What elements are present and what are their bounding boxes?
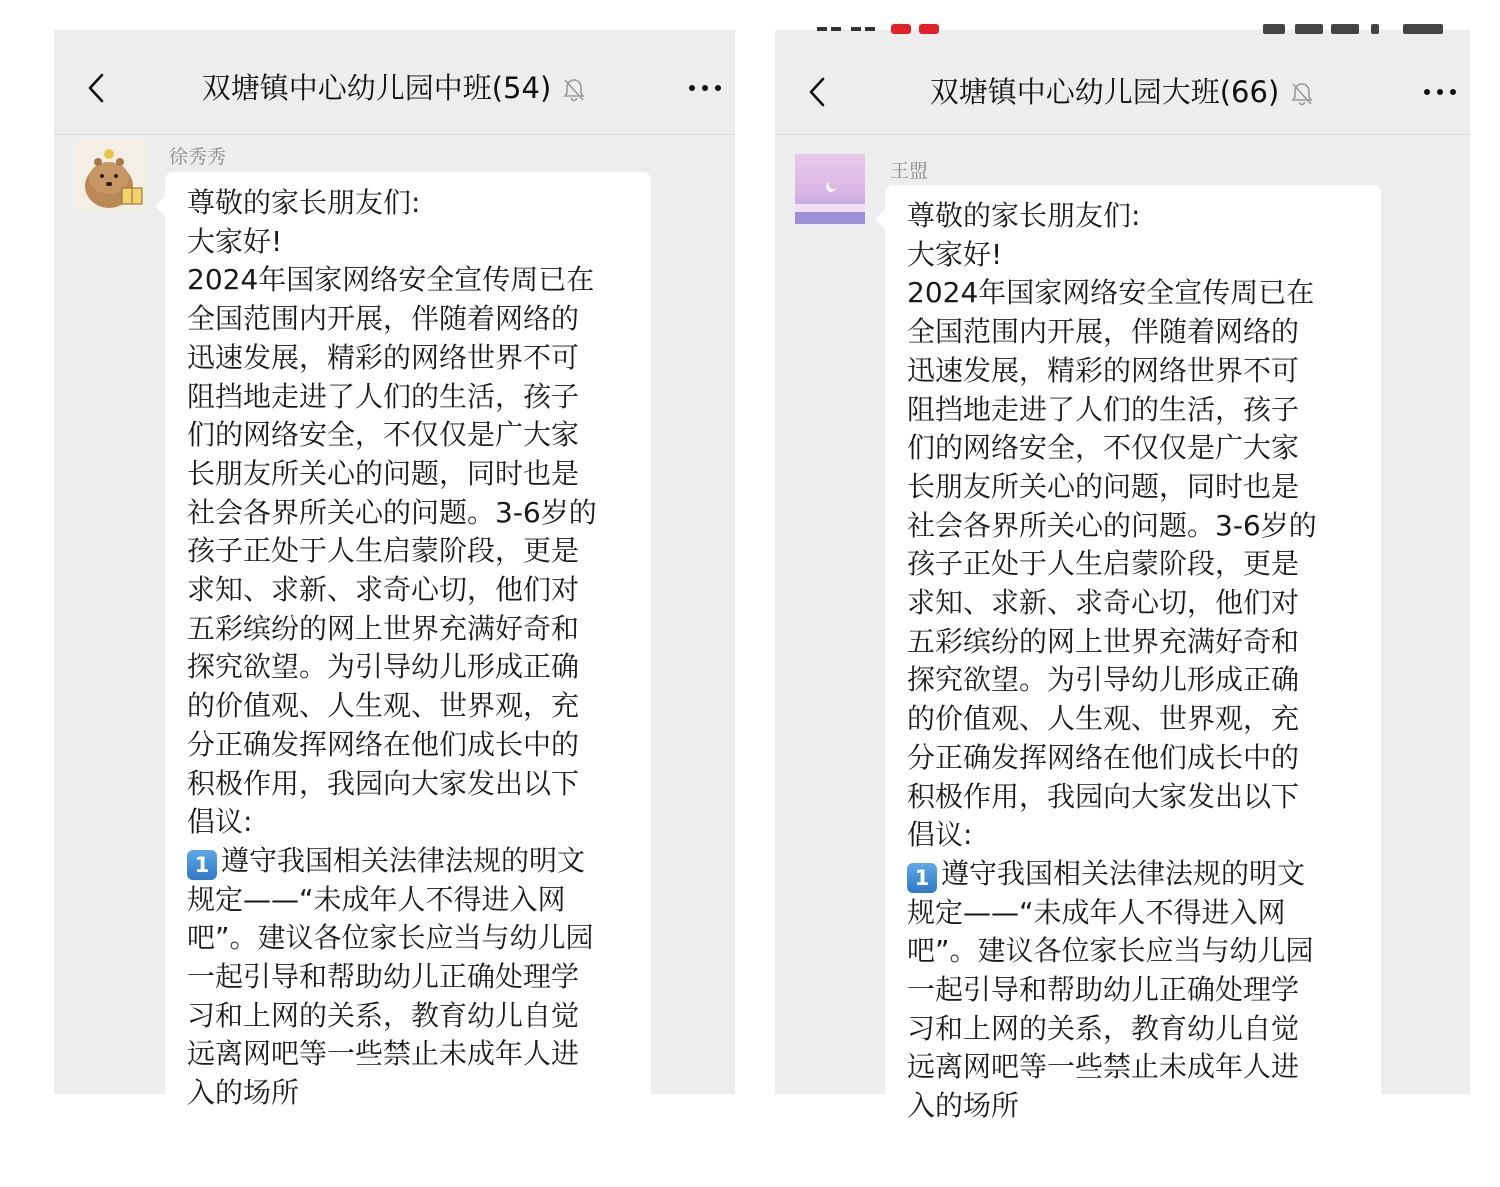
message-line: 社会各界所关心的问题。3-6岁的 [907, 508, 1317, 542]
chat-header [775, 60, 1470, 124]
message-line: 分正确发挥网络在他们成长中的 [907, 740, 1300, 774]
message-line: 分正确发挥网络在他们成长中的 [187, 727, 580, 761]
more-dots-icon[interactable] [1420, 76, 1460, 108]
message-line: 规定——“未成年人不得进入网 [187, 882, 566, 916]
message-line: 的价值观、人生观、世界观，充 [907, 702, 1300, 736]
wifi-icon [1371, 24, 1379, 34]
sender-name: 王盟 [890, 160, 929, 182]
record-indicator-icon [919, 24, 939, 34]
message-line: 积极作用，我园向大家发出以下 [907, 779, 1300, 813]
message-line: 五彩缤纷的网上世界充满好奇和 [907, 624, 1300, 658]
message-line: 五彩缤纷的网上世界充满好奇和 [187, 611, 580, 645]
message-line: 倡议: [907, 818, 973, 852]
status-time-fragment [815, 20, 877, 34]
message-line: 们的网络安全，不仅仅是广大家 [907, 431, 1300, 465]
chat-header [54, 56, 735, 120]
more-dots-icon[interactable] [685, 72, 725, 104]
message-line: 们的网络安全，不仅仅是广大家 [187, 418, 580, 452]
message-bubble[interactable] [165, 172, 651, 1174]
message-line: 习和上网的关系，教育幼儿自觉 [907, 1011, 1300, 1045]
message-line: 规定——“未成年人不得进入网 [907, 895, 1286, 929]
message-line: 2024年国家网络安全宣传周已在 [187, 263, 595, 297]
message-line: 大家好! [907, 237, 1003, 271]
chat-title-row [54, 66, 735, 110]
chat-window-right [775, 30, 1470, 1123]
message-line: 长朋友所关心的问题，同时也是 [907, 469, 1300, 503]
message-line: 遵守我国相关法律法规的明文 [221, 843, 586, 877]
signal-icon [1295, 24, 1323, 34]
chat-title: 双塘镇中心幼儿园大班(66) [929, 75, 1280, 109]
message-line: 社会各界所关心的问题。3-6岁的 [187, 495, 597, 529]
message-line: 全国范围内开展，伴随着网络的 [907, 315, 1300, 349]
message-line: 长朋友所关心的问题，同时也是 [187, 456, 580, 490]
moon-sea-avatar-icon [795, 154, 865, 224]
signal-icon [1331, 24, 1359, 34]
message-line: 迅速发展，精彩的网络世界不可 [187, 340, 580, 374]
battery-icon [1403, 24, 1443, 34]
capybara-avatar-icon [76, 140, 146, 210]
header-divider [775, 134, 1470, 135]
message-line: 探究欲望。为引导幼儿形成正确 [907, 663, 1300, 697]
bell-muted-icon [1289, 81, 1315, 107]
avatar[interactable] [795, 154, 865, 224]
message-line: 尊敬的家长朋友们: [907, 199, 1141, 232]
message-line: 孩子正处于人生启蒙阶段，更是 [907, 547, 1300, 581]
record-indicator-icon [891, 24, 911, 34]
message-line: 迅速发展，精彩的网络世界不可 [907, 353, 1300, 387]
message-line: 倡议: [187, 805, 253, 839]
message-line: 入的场所 [907, 1089, 1020, 1123]
message-line: 大家好! [187, 224, 283, 258]
message-line: 遵守我国相关法律法规的明文 [941, 856, 1306, 890]
chat-title: 双塘镇中心幼儿园中班(54) [201, 71, 552, 105]
message-line: 吧”。建议各位家长应当与幼儿园 [187, 921, 594, 955]
message-line: 的价值观、人生观、世界观，充 [187, 689, 580, 723]
status-bar [775, 30, 1470, 38]
message-line: 积极作用，我园向大家发出以下 [187, 766, 580, 800]
message-line: 入的场所 [187, 1076, 300, 1110]
message-line: 远离网吧等一些禁止未成年人进 [187, 1037, 580, 1071]
message-line: 求知、求新、求奇心切，他们对 [187, 573, 580, 607]
message-line: 一起引导和帮助幼儿正确处理学 [907, 973, 1300, 1007]
message-bubble[interactable] [885, 185, 1381, 1187]
message-line: 探究欲望。为引导幼儿形成正确 [187, 650, 580, 684]
message-line: 吧”。建议各位家长应当与幼儿园 [907, 934, 1314, 968]
message-line: 习和上网的关系，教育幼儿自觉 [187, 998, 580, 1032]
message-line: 远离网吧等一些禁止未成年人进 [907, 1050, 1300, 1084]
message-line: 孩子正处于人生启蒙阶段，更是 [187, 534, 580, 568]
message-line: 一起引导和帮助幼儿正确处理学 [187, 960, 580, 994]
header-divider [54, 134, 735, 135]
chat-window-left [54, 30, 735, 1110]
message-line: 全国范围内开展，伴随着网络的 [187, 302, 580, 336]
signal-icon [1263, 24, 1285, 34]
message-line: 尊敬的家长朋友们: [187, 186, 421, 219]
message-line: 阻挡地走进了人们的生活，孩子 [907, 392, 1300, 426]
message-line: 阻挡地走进了人们的生活，孩子 [187, 379, 580, 413]
message-line: 求知、求新、求奇心切，他们对 [907, 586, 1300, 620]
keycap-one-icon: 1 [187, 850, 217, 880]
chat-title-row [775, 70, 1470, 114]
sender-name: 徐秀秀 [169, 146, 227, 168]
message-line: 2024年国家网络安全宣传周已在 [907, 276, 1315, 310]
keycap-one-icon: 1 [907, 863, 937, 893]
avatar[interactable] [76, 140, 146, 210]
bell-muted-icon [561, 77, 587, 103]
